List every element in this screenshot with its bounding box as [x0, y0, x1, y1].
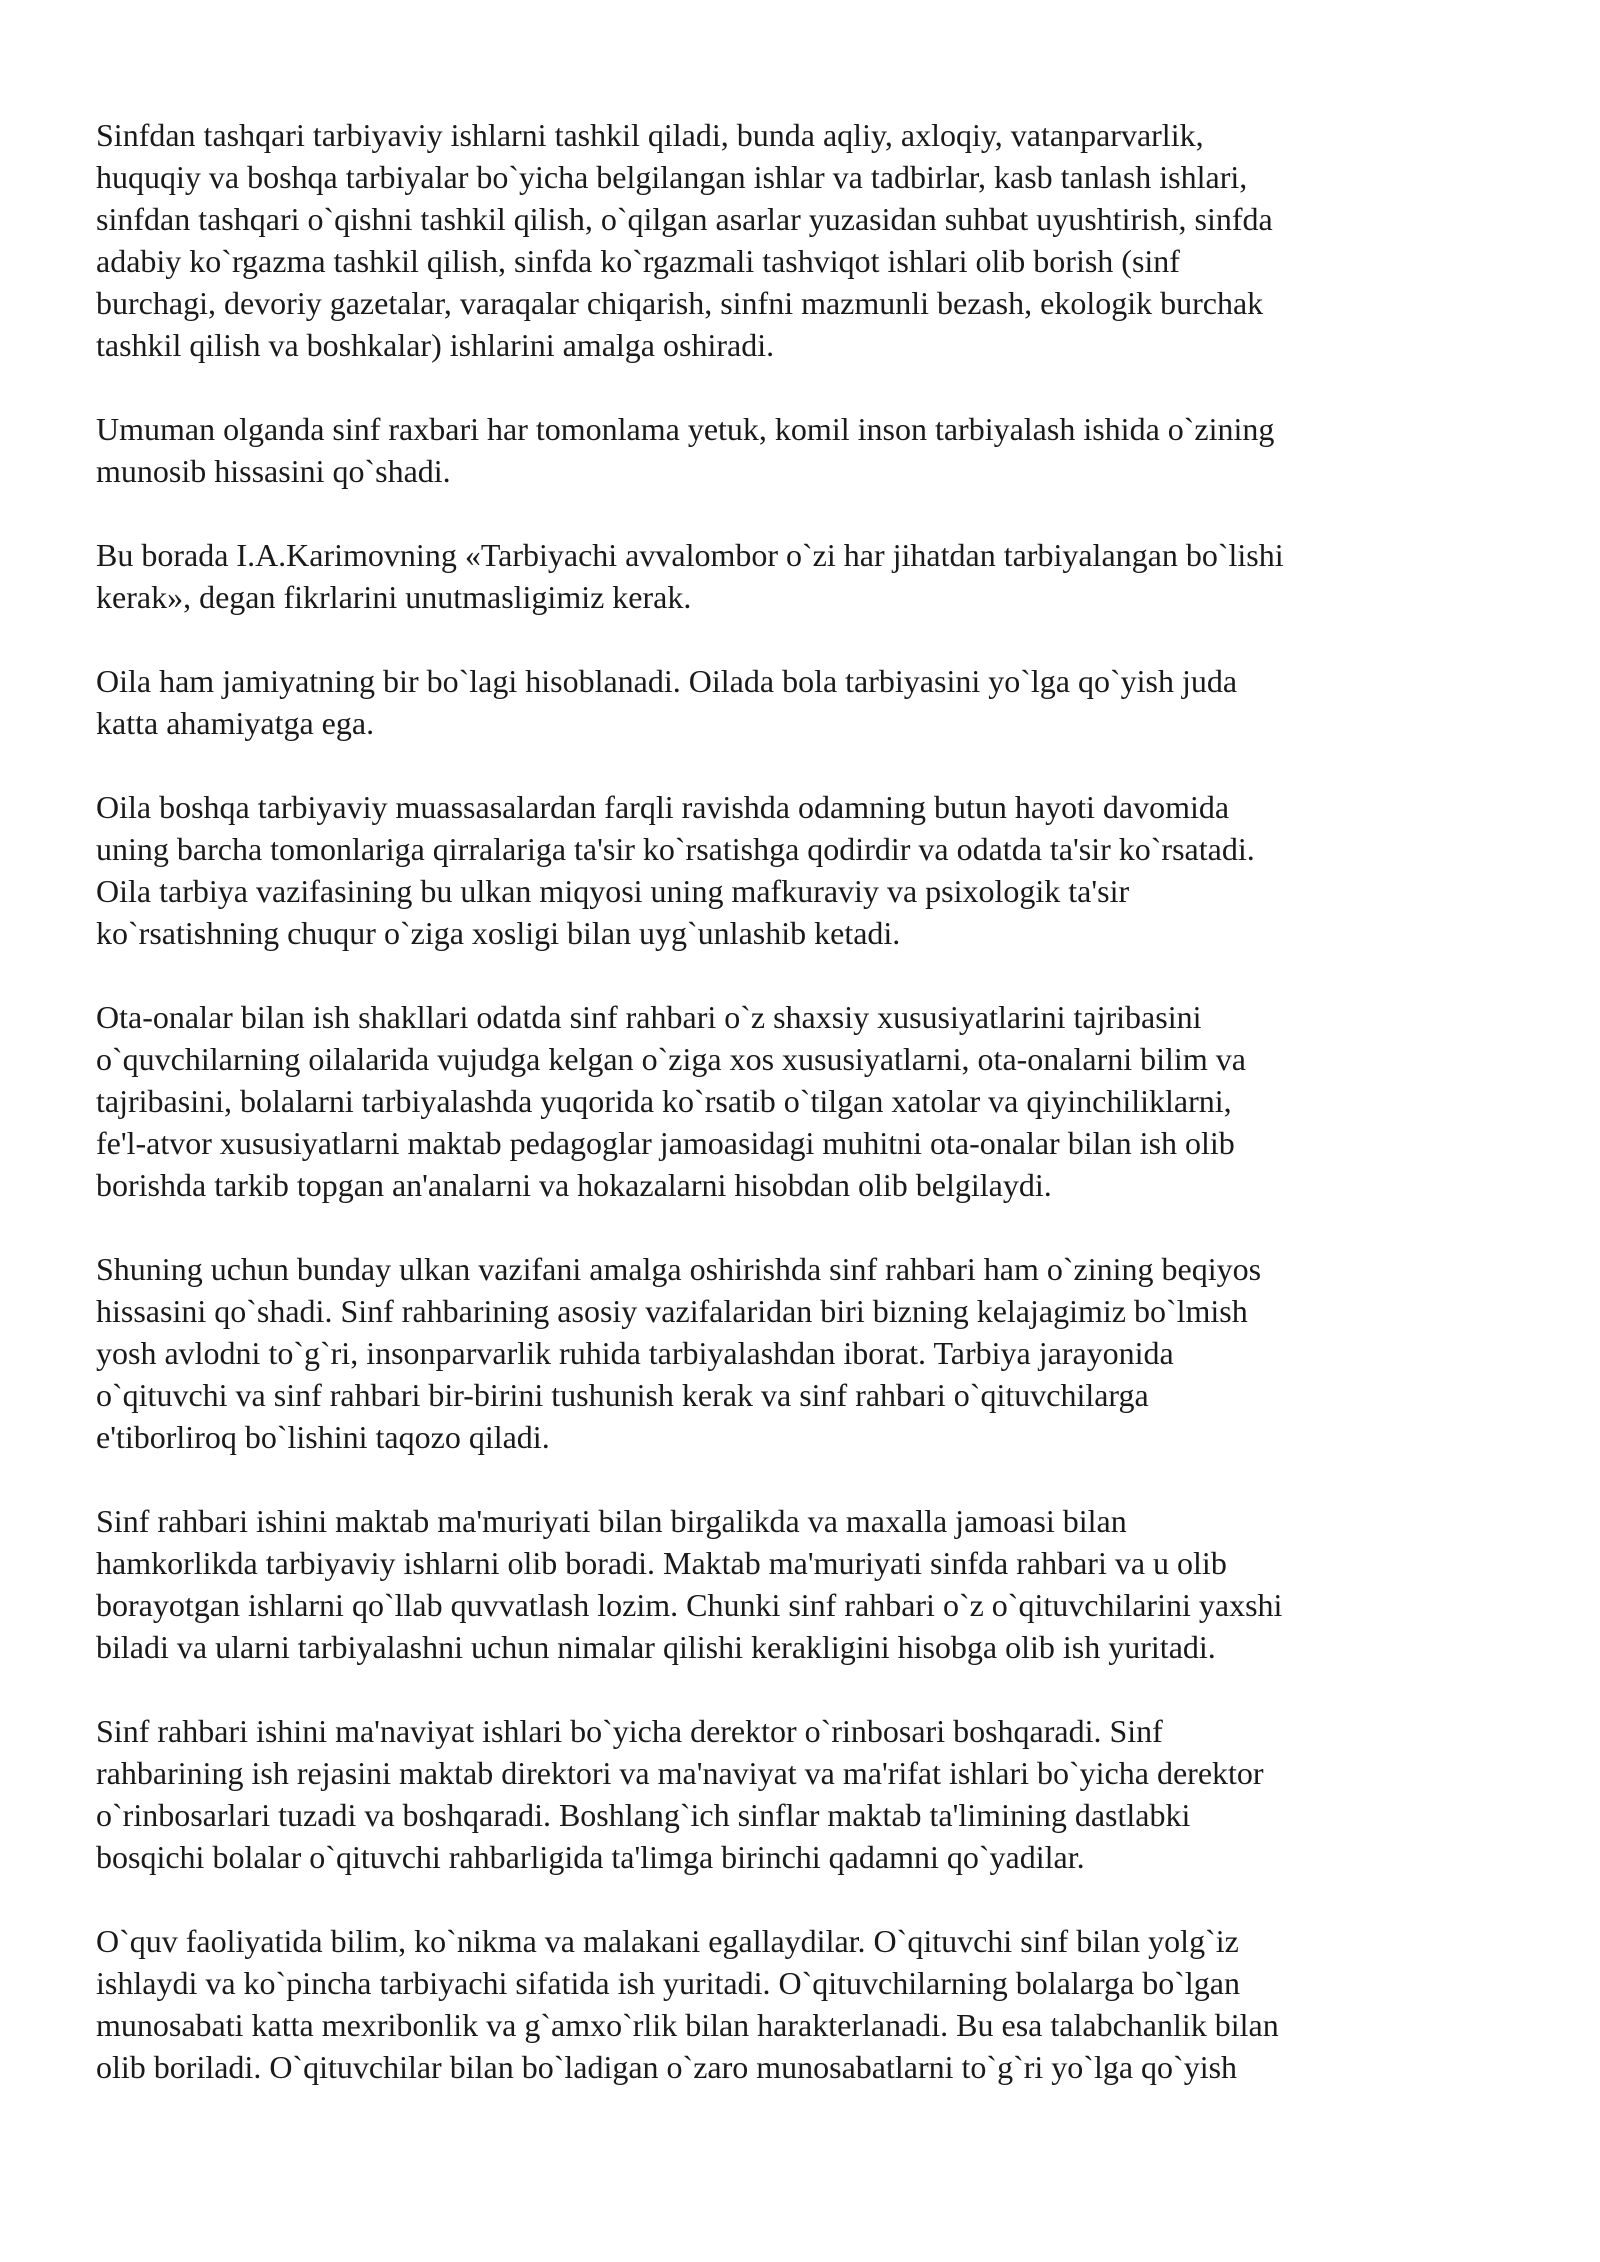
paragraph: Sinfdan tashqari tarbiyaviy ishlarni tashkil qiladi, bunda aqliy, axloqiy, vatanparvarlik, huquqiy va boshqa tarbiyalar bo`yicha belgilangan ishlar va tadbirlar, kasb tanlash ishlari, sinfdan tashqari o`qishni tashkil qilish, o`qilgan asarlar yuzasidan suhbat uyushtirish, sinfda adabiy ko`rgazma tashkil qilish, sinfda ko`rgazmali tashviqot ishlari olib borish (sinf burchagi, devoriy gazetalar, varaqalar chiqarish, sinfni mazmunli bezash, ekologik burchak tashkil qilish va boshkalar) ishlarini amalga oshiradi.	[96, 117, 1273, 363]
paragraph: Bu borada I.A.Karimovning «Tarbiyachi avvalombor o`zi har jihatdan tarbiyalangan bo`lishi kerak», degan fikrlarini unutmasligimiz kerak.	[96, 537, 1284, 615]
paragraph: Oila boshqa tarbiyaviy muassasalardan farqli ravishda odamning butun hayoti davomida uning barcha tomonlariga qirralariga ta'sir ko`rsatishga qodirdir va odatda ta'sir ko`rsatadi. Oila tarbiya vazifasining bu ulkan miqyosi uning mafkuraviy va psixologik ta'sir ko`rsatishning chuqur o`ziga xosligi bilan uyg`unlashib ketadi.	[96, 789, 1255, 951]
paragraph: Sinf rahbari ishini maktab ma'muriyati bilan birgalikda va maxalla jamoasi bilan hamkorlikda tarbiyaviy ishlarni olib boradi. Maktab ma'muriyati sinfda rahbari va u olib borayotgan ishlarni qo`llab quvvatlash lozim. Chunki sinf rahbari o`z o`qituvchilarini yaxshi biladi va ularni tarbiyalashni uchun nimalar qilishi kerakligini hisobga olib ish yuritadi.	[96, 1503, 1283, 1665]
paragraph: Oila ham jamiyatning bir bo`lagi hisoblanadi. Oilada bola tarbiyasini yo`lga qo`yish juda katta ahamiyatga ega.	[96, 663, 1238, 741]
paragraph: O`quv faoliyatida bilim, ko`nikma va malakani egallaydilar. O`qituvchi sinf bilan yolg`iz ishlaydi va ko`pincha tarbiyachi sifatida ish yuritadi. O`qituvchilarning bolalarga bo`lgan munosabati katta mexribonlik va g`amxo`rlik bilan harakterlanadi. Bu esa talabchanlik bilan olib boriladi. O`qituvchilar bilan bo`ladigan o`zaro munosabatlarni to`g`ri yo`lga qo`yish	[96, 1923, 1279, 2085]
paragraph: Shuning uchun bunday ulkan vazifani amalga oshirishda sinf rahbari ham o`zining beqiyos hissasini qo`shadi. Sinf rahbarining asosiy vazifalaridan biri bizning kelajagimiz bo`lmish yosh avlodni to`g`ri, insonparvarlik ruhida tarbiyalashdan iborat. Tarbiya jarayonida o`qituvchi va sinf rahbari bir-birini tushunish kerak va sinf rahbari o`qituvchilarga e'tiborliroq bo`lishini taqozo qiladi.	[96, 1251, 1262, 1455]
document-body	[96, 114, 1466, 2088]
paragraph: Umuman olganda sinf raxbari har tomonlama yetuk, komil inson tarbiyalash ishida o`zining munosib hissasini qo`shadi.	[96, 411, 1275, 489]
paragraph: Ota-onalar bilan ish shakllari odatda sinf rahbari o`z shaxsiy xususiyatlarini tajribasini o`quvchilarning oilalarida vujudga kelgan o`ziga xos xususiyatlarni, ota-onalarni bilim va tajribasini, bolalarni tarbiyalashda yuqorida ko`rsatib o`tilgan xatolar va qiyinchiliklarni, fe'l-atvor xususiyatlarni maktab pedagoglar jamoasidagi muhitni ota-onalar bilan ish olib borishda tarkib topgan an'analarni va hokazalarni hisobdan olib belgilaydi.	[96, 999, 1246, 1203]
paragraph: Sinf rahbari ishini ma'naviyat ishlari bo`yicha derektor o`rinbosari boshqaradi. Sinf rahbarining ish rejasini maktab direktori va ma'naviyat va ma'rifat ishlari bo`yicha derektor o`rinbosarlari tuzadi va boshqaradi. Boshlang`ich sinflar maktab ta'limining dastlabki bosqichi bolalar o`qituvchi rahbarligida ta'limga birinchi qadamni qo`yadilar.	[96, 1713, 1264, 1875]
